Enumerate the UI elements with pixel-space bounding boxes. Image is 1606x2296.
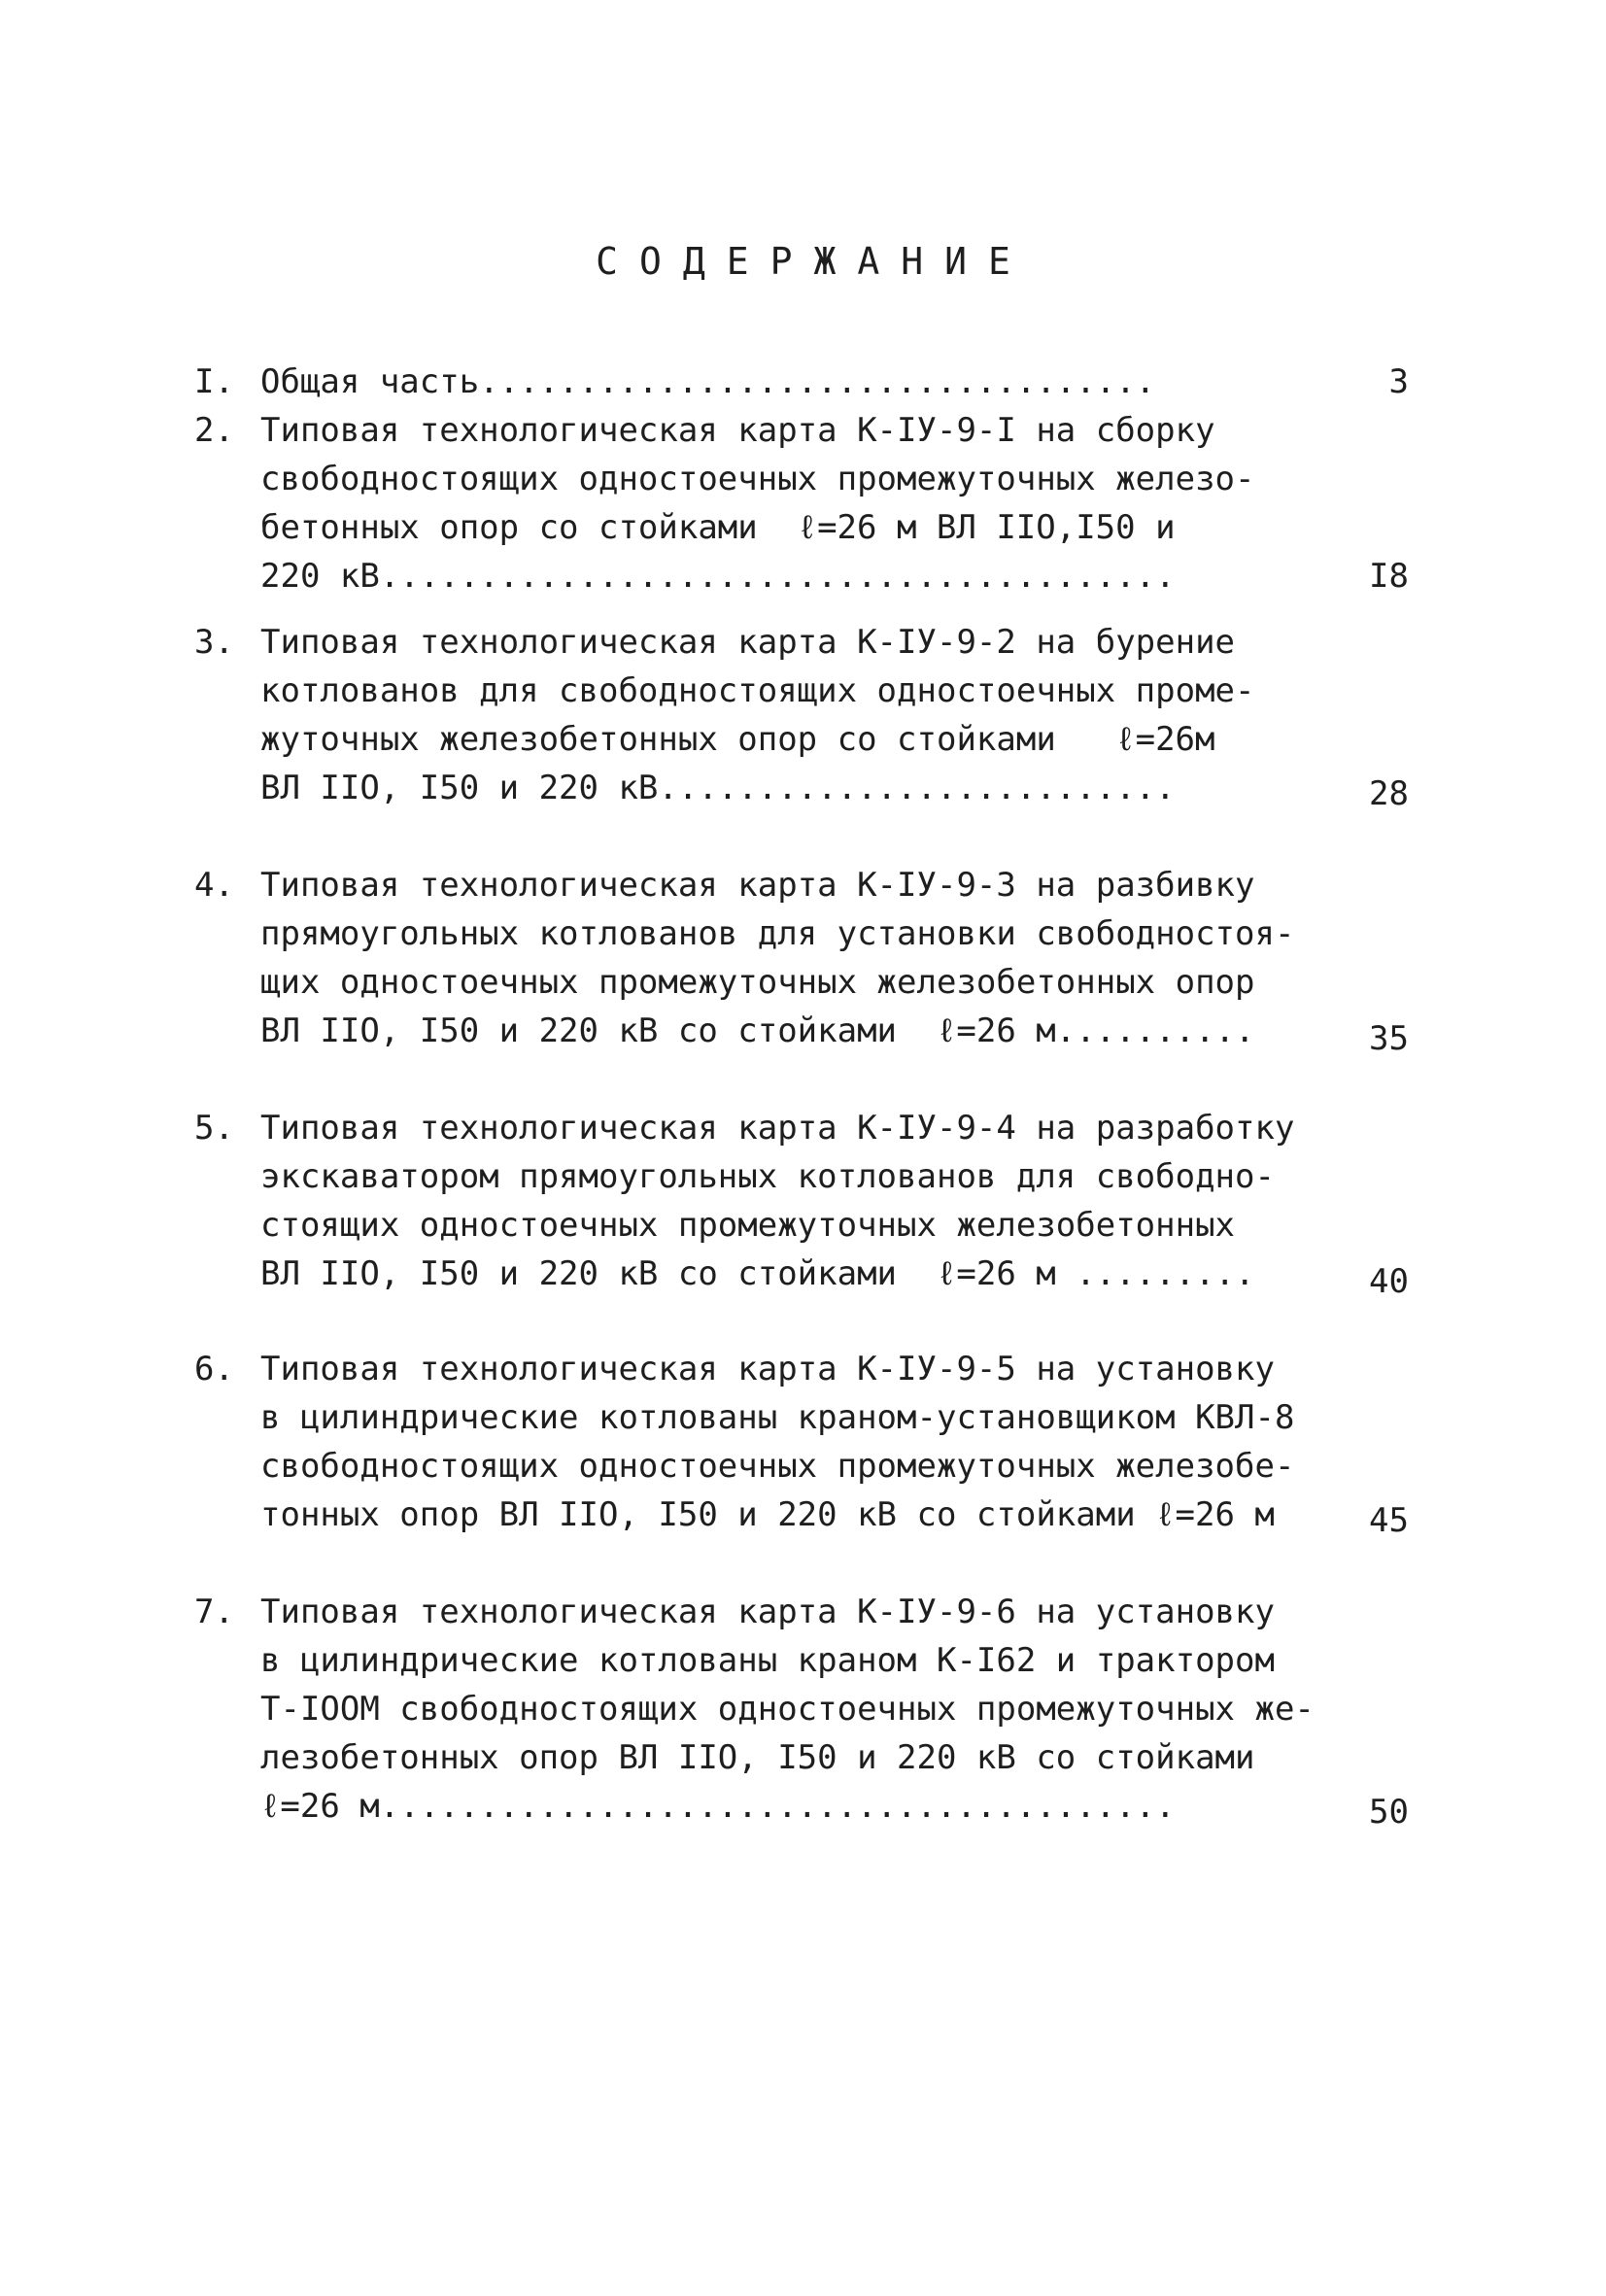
toc-entry-number: 5. bbox=[194, 1109, 234, 1148]
toc-entry-line: ℓ=26 м........................................ bbox=[260, 1787, 1176, 1826]
toc-entry bbox=[194, 618, 1409, 812]
toc-entry-line: жуточных железобетонных опор со стойками ℓ=26м bbox=[260, 720, 1215, 759]
toc-entry-line: прямоугольных котлованов для установки свободностоя- bbox=[260, 914, 1295, 953]
toc-entry-line: Типовая технологическая карта К-IУ-9-2 на бурение bbox=[260, 623, 1236, 662]
toc-entry-line: экскаватором прямоугольных котлованов для свободно- bbox=[260, 1157, 1275, 1196]
toc-entry-number: 6. bbox=[194, 1350, 234, 1388]
toc-entry-line: щих одностоечных промежуточных железобетонных опор bbox=[260, 963, 1255, 1002]
toc-entry-text bbox=[260, 1588, 1329, 1831]
toc-entry-line: в цилиндрические котлованы краном-установщиком КВЛ-8 bbox=[260, 1398, 1295, 1437]
toc-entry-text bbox=[260, 861, 1329, 1055]
toc-entry-page: 45 bbox=[1369, 1501, 1409, 1540]
toc-entry-line: Типовая технологическая карта К-IУ-9-4 на разработку bbox=[260, 1109, 1295, 1148]
toc-entry-line: тонных опор ВЛ IIO, I50 и 220 кВ со стойками ℓ=26 м bbox=[260, 1495, 1275, 1534]
toc-entry-line: ВЛ IIO, I50 и 220 кВ со стойками ℓ=26 м ......... bbox=[260, 1254, 1255, 1293]
toc-entry-line: бетонных опор со стойками ℓ=26 м ВЛ IIO,I50 и bbox=[260, 508, 1176, 547]
toc-entry-line: ВЛ IIO, I50 и 220 кВ со стойками ℓ=26 м.......... bbox=[260, 1011, 1255, 1050]
toc-entry-line: свободностоящих одностоечных промежуточных железо- bbox=[260, 460, 1255, 498]
toc-entry-number: 4. bbox=[194, 866, 234, 905]
toc-entry-number: I. bbox=[194, 362, 234, 401]
toc-entry-line: Типовая технологическая карта К-IУ-9-3 на разбивку bbox=[260, 866, 1255, 905]
page-title: СОДЕРЖАНИЕ bbox=[596, 240, 1032, 283]
toc-entry-text bbox=[260, 406, 1329, 600]
toc-entry-page: 28 bbox=[1369, 774, 1409, 813]
toc-entry bbox=[194, 1104, 1409, 1301]
toc-entry-line: Типовая технологическая карта К-IУ-9-5 на установку bbox=[260, 1350, 1275, 1388]
toc-entry bbox=[194, 1588, 1409, 1831]
toc-entry-number: 3. bbox=[194, 623, 234, 662]
toc-entry-page: 3 bbox=[1388, 362, 1409, 401]
toc-entry-text bbox=[260, 1345, 1329, 1539]
toc-entry-line: в цилиндрические котлованы краном К-I62 и трактором bbox=[260, 1641, 1275, 1680]
toc-entry-line: стоящих одностоечных промежуточных железобетонных bbox=[260, 1206, 1236, 1245]
toc-entry-page: 35 bbox=[1369, 1019, 1409, 1058]
toc-entry-line: котлованов для свободностоящих одностоечных проме- bbox=[260, 671, 1255, 710]
toc-entry-line: Типовая технологическая карта К-IУ-9-6 на установку bbox=[260, 1593, 1275, 1631]
toc-entry-text bbox=[260, 1104, 1329, 1298]
toc-entry bbox=[194, 358, 1409, 406]
toc-entry-line: Общая часть.................................. bbox=[260, 362, 1156, 401]
toc-entry-page: 50 bbox=[1369, 1793, 1409, 1832]
toc-entry-line: ВЛ IIO, I50 и 220 кВ.......................... bbox=[260, 769, 1176, 807]
toc-entry bbox=[194, 406, 1409, 600]
toc-entry bbox=[194, 861, 1409, 1058]
toc-entry-number: 7. bbox=[194, 1593, 234, 1631]
toc-entry-text bbox=[260, 358, 1329, 406]
toc-entry-page: 40 bbox=[1369, 1262, 1409, 1301]
toc-entry-line: 220 кВ........................................ bbox=[260, 557, 1176, 596]
toc-entry-number: 2. bbox=[194, 411, 234, 450]
toc-entry-line: Т-IOOМ свободностоящих одностоечных промежуточных же- bbox=[260, 1690, 1315, 1729]
toc-entry-line: свободностоящих одностоечных промежуточных железобе- bbox=[260, 1447, 1295, 1486]
toc-entry-line: лезобетонных опор ВЛ IIO, I50 и 220 кВ со стойками bbox=[260, 1738, 1255, 1777]
toc-entry-page: I8 bbox=[1369, 557, 1409, 596]
toc-entry-text bbox=[260, 618, 1329, 812]
toc-entry-line: Типовая технологическая карта К-IУ-9-I на сборку bbox=[260, 411, 1215, 450]
toc-entry bbox=[194, 1345, 1409, 1539]
